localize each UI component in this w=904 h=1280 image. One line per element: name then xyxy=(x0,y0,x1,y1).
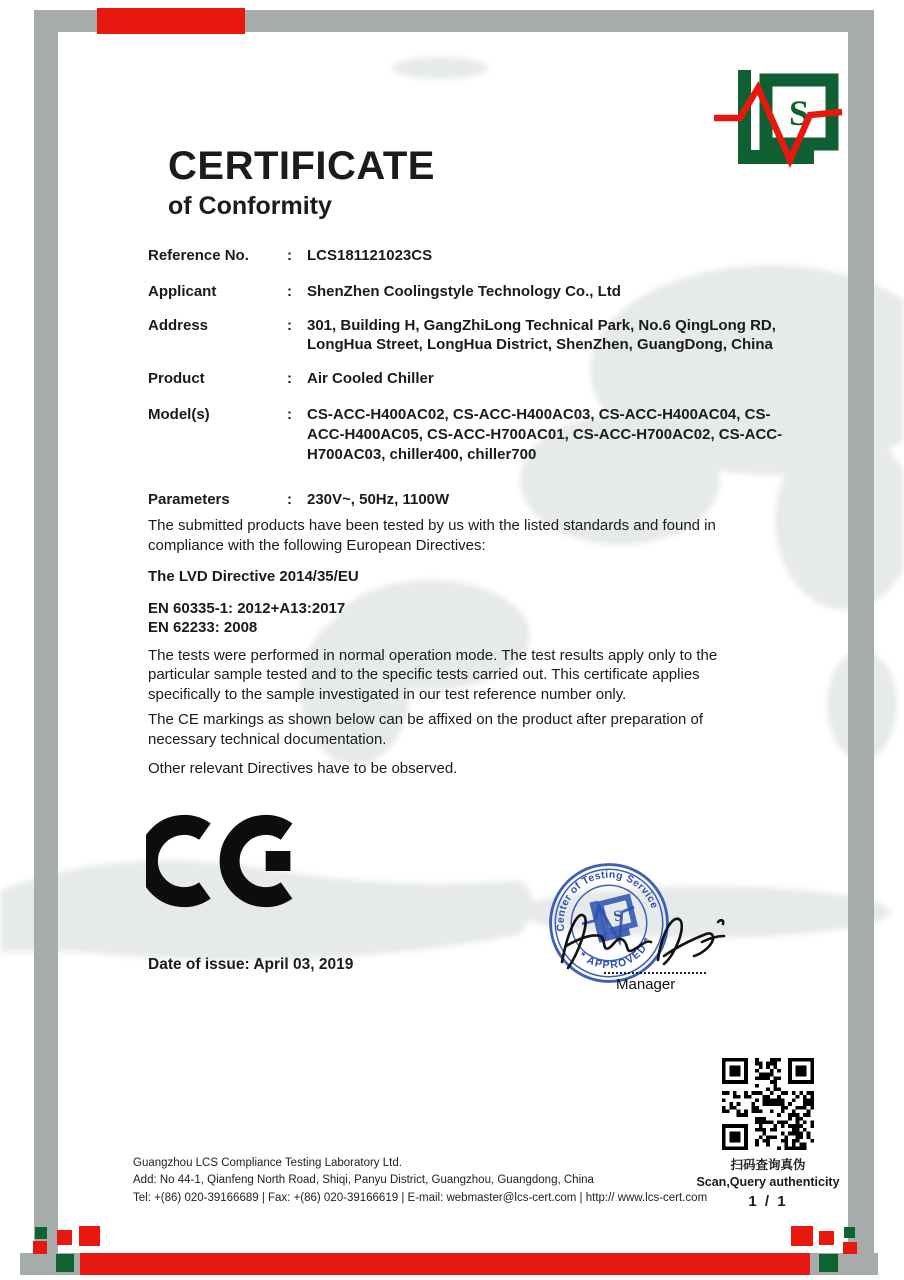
field-label: Reference No. xyxy=(148,247,249,264)
ce-markings-paragraph: The CE markings as shown below can be affixed on the product after preparation of necessary technical documentation. xyxy=(148,711,704,748)
stamp-top-text: Center of Testing Service xyxy=(555,869,660,932)
signature xyxy=(552,896,730,984)
field-label: Model(s) xyxy=(148,405,210,423)
lvd-directive-line: The LVD Directive 2014/35/EU xyxy=(148,568,359,585)
qr-caption-zh: 扫码查询真伪 xyxy=(730,1158,806,1172)
certificate-title: CERTIFICATE xyxy=(168,144,435,188)
footer-contact: Tel: +(86) 020-39166689 | Fax: +(86) 020-39166619 | E-mail: webmaster@lcs-cert.com | http:// www.lcs-cert.com xyxy=(133,1191,708,1204)
signature-line xyxy=(604,972,706,974)
field-label: Applicant xyxy=(148,282,217,300)
field-colon: : xyxy=(287,405,292,423)
field-row-parameters xyxy=(148,490,784,510)
tests-paragraph: The tests were performed in normal operation mode. The test results apply only to the particular sample tested and to the specific tests carried out. This certificate applies specifically to the sample investigated in our test reference number only. xyxy=(148,646,718,703)
footer-company: Guangzhou LCS Compliance Testing Laboratory Ltd. xyxy=(133,1157,402,1169)
field-value: LCS181121023CS xyxy=(307,247,433,264)
field-value: Air Cooled Chiller xyxy=(307,370,434,388)
qr-caption-en: Scan,Query authenticity xyxy=(696,1175,840,1189)
ce-mark-icon xyxy=(146,810,298,913)
field-row-models xyxy=(148,405,784,464)
date-of-issue: Date of issue: April 03, 2019 xyxy=(148,956,354,973)
field-colon: : xyxy=(287,491,292,509)
field-colon: : xyxy=(287,316,292,334)
field-colon: : xyxy=(287,247,292,264)
field-label: Parameters xyxy=(148,491,230,509)
field-row-address xyxy=(148,316,784,356)
certificate-subtitle: of Conformity xyxy=(168,192,332,220)
other-directives-paragraph: Other relevant Directives have to be observed. xyxy=(148,760,458,777)
field-colon: : xyxy=(287,370,292,388)
footer-address: Add: No 44-1, Qianfeng North Road, Shiqi, Panyu District, Guangzhou, Guangdong, China xyxy=(133,1174,594,1187)
stamp-bottom-text: * APPROVED * xyxy=(576,935,655,972)
field-label: Address xyxy=(148,316,209,334)
qr-code xyxy=(722,1058,814,1150)
field-row-reference xyxy=(148,246,784,266)
field-row-product xyxy=(148,369,784,389)
field-label: Product xyxy=(148,370,205,388)
intro-paragraph: The submitted products have been tested by us with the listed standards and found in compliance with the following European Directives: xyxy=(148,517,716,554)
lcs-logo-letter: S xyxy=(788,93,810,133)
page-indicator: 1 / 1 xyxy=(748,1193,788,1210)
field-value: ShenZhen Coolingstyle Technology Co., Ltd xyxy=(307,282,621,300)
field-value: 230V~, 50Hz, 1100W xyxy=(307,491,450,509)
standards-block xyxy=(148,599,752,638)
certificate-body xyxy=(148,516,752,791)
signer-title: Manager xyxy=(616,976,676,993)
field-value: 301, Building H, GangZhiLong Technical Park, No.6 QingLong RD, LongHua Street, LongHua District, ShenZhen, GuangDong, China xyxy=(307,316,776,354)
title-block xyxy=(168,146,435,221)
standard-line: EN 60335-1: 2012+A13:2017 xyxy=(148,599,346,617)
field-value: CS-ACC-H400AC02, CS-ACC-H400AC03, CS-ACC-H400AC04, CS-ACC-H400AC05, CS-ACC-H700AC01, CS-ACC-H700AC02, CS-ACC-H700AC03, chiller400, chiller700 xyxy=(307,405,783,463)
field-colon: : xyxy=(287,282,292,300)
standard-line: EN 62233: 2008 xyxy=(148,619,258,636)
field-row-applicant xyxy=(148,282,784,302)
certificate-fields xyxy=(148,246,784,510)
stamp-logo-letter: S xyxy=(612,907,625,926)
footer xyxy=(133,1155,743,1207)
lcs-logo-icon xyxy=(712,66,844,168)
